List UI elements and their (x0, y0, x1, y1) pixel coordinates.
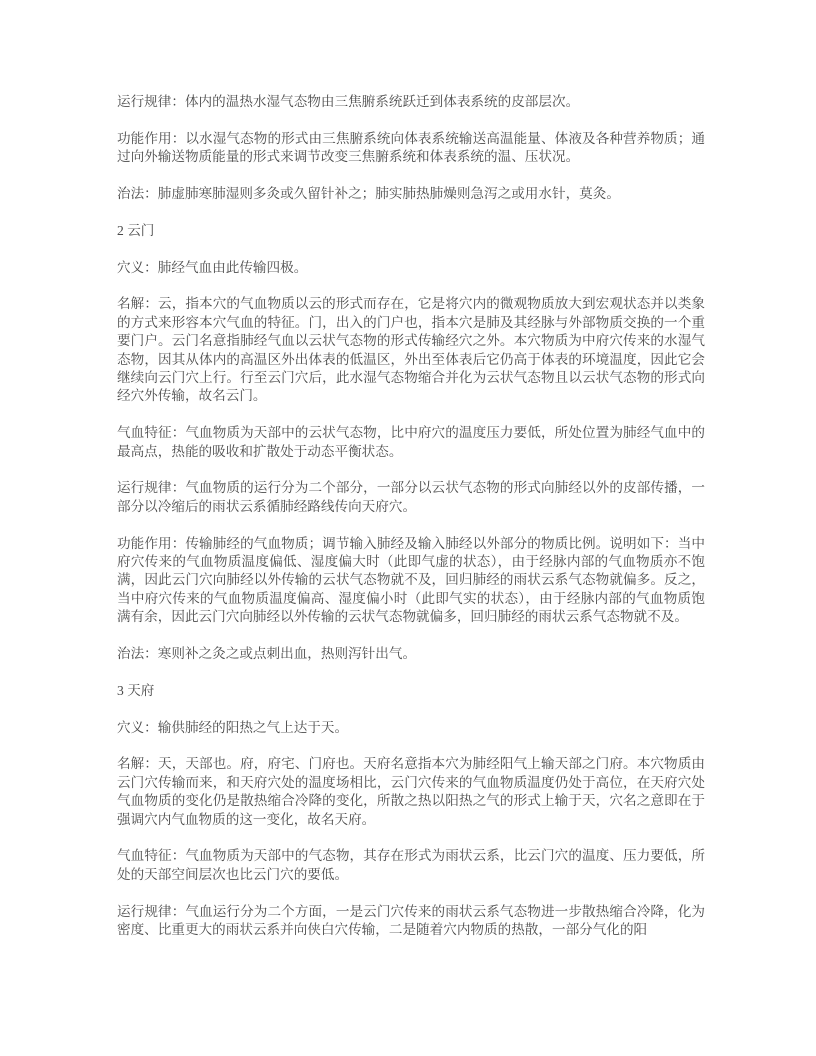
para-function-yunmen: 功能作用：传输肺经的气血物质；调节输入肺经及输入肺经以外部分的物质比例。说明如下：当中府穴传来的气血物质温度偏低、湿度偏大时（此即气虚的状态），由于经脉内部的气血物质亦不饱满，因此云门穴向肺经以外传输的云状气态物就不及，回归肺经的雨状云系气态物就偏多。反之，当中府穴传来的气血物质温度偏高、湿度偏小时（此即气实的状态），由于经脉内部的气血物质饱满有余，因此云门穴向肺经以外传输的云状气态物就偏多，回归肺经的雨状云系气态物就不及。 (117, 535, 705, 625)
para-treatment-zhongfu: 治法：肺虚肺寒肺湿则多灸或久留针补之；肺实肺热肺燥则急泻之或用水针，莫灸。 (117, 186, 620, 201)
para-circulation-rule-yunmen: 运行规律：气血物质的运行分为二个部分，一部分以云状气态物的形式向肺经以外的皮部传播，一部分以冷缩后的雨状云系循肺经路线传向天府穴。 (117, 480, 705, 514)
para-circulation-rule-tianfu: 运行规律：气血运行分为二个方面，一是云门穴传来的雨状云系气态物进一步散热缩合冷降，化为密度、比重更大的雨状云系并向侠白穴传输，二是随着穴内物质的热散，一部分气化的阳 (117, 903, 705, 938)
para-point-meaning-tianfu: 穴义：输供肺经的阳热之气上达于天。 (117, 719, 349, 735)
section-heading-tianfu: 3 天府 (117, 682, 155, 698)
para-circulation-rule-zhongfu: 运行规律：体内的温热水湿气态物由三焦腑系统跃迁到体表系统的皮部层次。 (117, 94, 580, 109)
document-content (117, 93, 705, 939)
para-point-meaning-yunmen: 穴义：肺经气血由此传输四极。 (117, 259, 308, 275)
para-qi-blood-traits-tianfu: 气血特征：气血物质为天部中的气态物，其存在形式为雨状云系，比云门穴的温度、压力要低，所处的天部空间层次也比云门穴的要低。 (117, 848, 705, 882)
section-heading-yunmen: 2 云门 (117, 222, 155, 238)
para-name-explanation-yunmen: 名解：云，指本穴的气血物质以云的形式而存在，它是将穴内的微观物质放大到宏观状态并以类象的方式来形容本穴气血的特征。门，出入的门户也，指本穴是肺及其经脉与外部物质交换的一个重要门户。云门名意指肺经气血以云状气态物的形式传输经穴之外。本穴物质为中府穴传来的水湿气态物，因其从体内的高温区外出体表的低温区，外出至体表后它仍高于体表的环境温度，因此它会继续向云门穴上行。行至云门穴后，此水湿气态物缩合并化为云状气态物且以云状气态物的形式向经穴外传输，故名云门。 (117, 296, 705, 404)
para-qi-blood-traits-yunmen: 气血特征：气血物质为天部中的云状气态物，比中府穴的温度压力要低，所处位置为肺经气血中的最高点，热能的吸收和扩散处于动态平衡状态。 (117, 425, 705, 459)
para-treatment-yunmen: 治法：寒则补之灸之或点刺出血，热则泻针出气。 (117, 646, 417, 662)
para-function-zhongfu: 功能作用：以水湿气态物的形式由三焦腑系统向体表系统输送高温能量、体液及各种营养物质；通过向外输送物质能量的形式来调节改变三焦腑系统和体表系统的温、压状况。 (117, 130, 705, 165)
para-name-explanation-tianfu: 名解：天，天部也。府，府宅、门府也。天府名意指本穴为肺经阳气上输天部之门府。本穴物质由云门穴传输而来，和天府穴处的温度场相比，云门穴传来的气血物质温度仍处于高位，在天府穴处气血物质的变化仍是散热缩合冷降的变化，所散之热以阳热之气的形式上输于天，穴名之意即在于强调穴内气血物质的这一变化，故名天府。 (117, 756, 705, 827)
